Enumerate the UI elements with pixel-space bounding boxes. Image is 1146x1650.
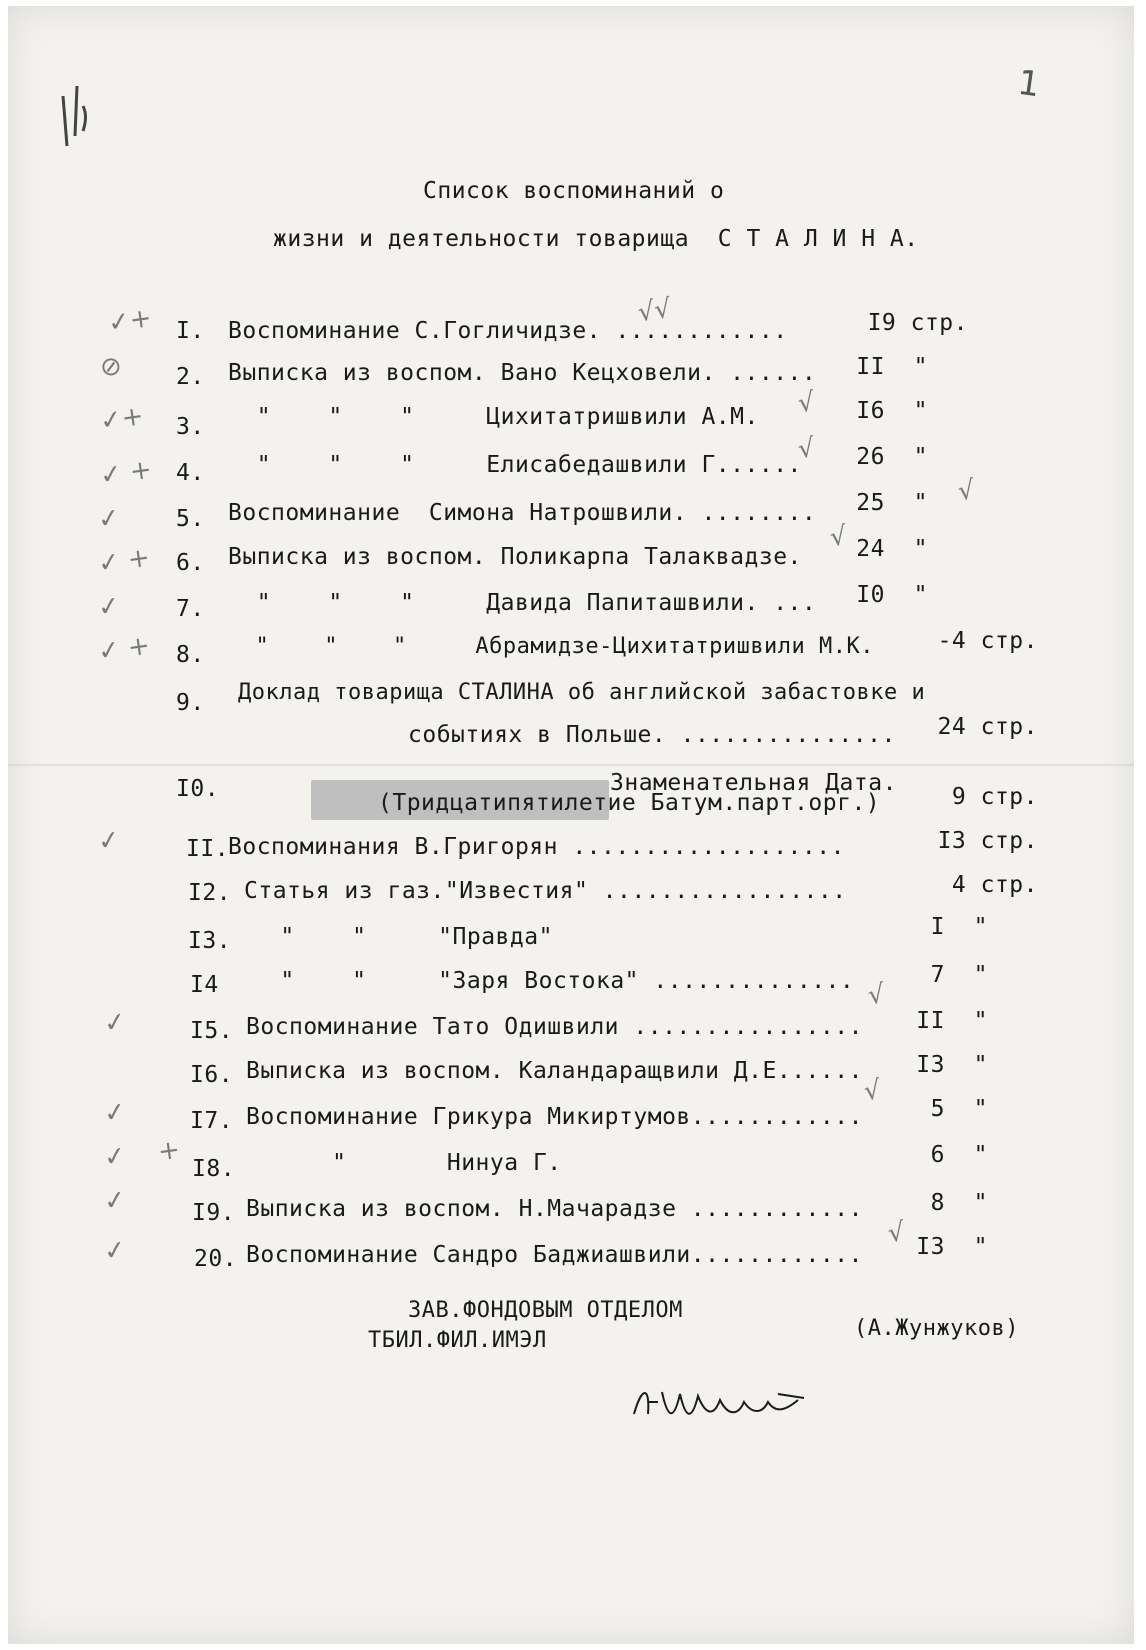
document-subtitle: жизни и деятельности товарища С Т А Л И Н А. <box>273 226 919 252</box>
item-text: " " " Давида Папиташвили. ... <box>228 590 817 616</box>
handwritten-signature <box>628 1380 828 1426</box>
document-title: Список воспоминаний о <box>423 178 725 204</box>
item-pages: 26 " <box>856 444 928 470</box>
item-number: 7. <box>176 596 205 622</box>
item-text: Воспоминание Грикура Микиртумов............ <box>246 1104 863 1130</box>
item-pages: I0 " <box>856 582 928 608</box>
check-mark-icon: ✓ + <box>98 454 154 492</box>
check-mark-icon: √ <box>885 1216 907 1250</box>
check-mark-icon: ✓ <box>96 824 122 858</box>
item-number: I3. <box>188 928 232 954</box>
item-pages: 5 " <box>930 1096 988 1122</box>
item-number: I5. <box>190 1018 234 1044</box>
check-mark-icon: √√ <box>636 293 674 329</box>
item-pages: 25 " <box>856 490 928 516</box>
item-number: I. <box>176 318 205 344</box>
item-pages: II " <box>916 1008 988 1034</box>
item-number: I2. <box>188 880 232 906</box>
item-text: Выписка из воспом. Н.Мачарадзе ............ <box>246 1196 863 1222</box>
item-text: событиях в Польше. ............... <box>408 722 896 748</box>
item-pages: I6 " <box>856 398 928 424</box>
signatory-name: (А.Жунжуков) <box>854 1316 1019 1341</box>
item-text: Выписка из воспом. Каландаращвили Д.Е...... <box>246 1058 863 1084</box>
item-number: 6. <box>176 550 205 576</box>
item-text: Воспоминания В.Григорян ................... <box>228 834 845 860</box>
item-pages: 4 стр. <box>951 872 1038 898</box>
ink-smudge <box>53 66 113 156</box>
item-number: II. <box>186 836 230 862</box>
item-text: " Нинуа Г. <box>246 1150 562 1176</box>
item-text: " " "Заря Востока" .............. <box>266 968 855 994</box>
check-mark-icon: ✓ + <box>96 542 152 580</box>
document-page <box>8 6 1134 1644</box>
item-text: Воспоминание Тато Одишвили ................ <box>246 1014 863 1040</box>
item-text: Воспоминание Сандро Баджиашвили............ <box>246 1242 863 1268</box>
paper-fold <box>8 764 1134 766</box>
item-text: Выписка из воспом. Поликарпа Талаквадзе. <box>228 544 802 570</box>
item-pages: II " <box>856 354 928 380</box>
item-pages: -4 стр. <box>937 628 1038 654</box>
item-text: Воспоминание Симона Натрошвили. ........ <box>228 500 817 526</box>
item-number: 3. <box>176 414 205 440</box>
item-pages: 6 " <box>930 1142 988 1168</box>
item-number: I6. <box>190 1062 234 1088</box>
item-text: " " "Правда" <box>266 924 553 950</box>
page-number: 1 <box>1015 62 1043 106</box>
item-pages: 24 " <box>856 536 928 562</box>
check-mark-icon: ✓ + <box>96 630 152 668</box>
item-pages: 8 " <box>930 1190 988 1216</box>
item-number: 9. <box>176 690 205 716</box>
check-mark-icon: √ <box>861 1074 883 1108</box>
item-pages: 7 " <box>930 962 988 988</box>
item-number: I7. <box>190 1108 234 1134</box>
circle-mark-icon: ⊘ <box>98 350 124 384</box>
item-number: 5. <box>176 506 205 532</box>
item-pages: I3 стр. <box>937 828 1038 854</box>
item-text: Знаменательная Дата. <box>610 770 897 796</box>
item-text: Доклад товарища СТАЛИНА об английской забастовке и <box>238 680 926 705</box>
item-text: " " " Абрамидзе-Цихитатришвили М.К. <box>228 634 875 659</box>
plus-mark-icon: + <box>156 1134 182 1168</box>
item-number: I0. <box>176 776 220 802</box>
check-mark-icon: √ <box>865 978 887 1012</box>
check-mark-icon: ✓ <box>102 1184 128 1218</box>
item-number: 8. <box>176 642 205 668</box>
item-text: Выписка из воспом. Вано Кецховели. ...... <box>228 360 817 386</box>
item-pages: I3 " <box>916 1052 988 1078</box>
check-mark-icon: ✓ <box>102 1006 128 1040</box>
footer-department: ЗАВ.ФОНДОВЫМ ОТДЕЛОМ <box>408 1298 683 1323</box>
item-number: I9. <box>192 1200 236 1226</box>
check-mark-icon: ✓ <box>96 502 122 536</box>
item-pages: I3 " <box>916 1234 988 1260</box>
check-mark-icon: √ <box>827 520 849 554</box>
item-text: Статья из газ."Известия" ................. <box>244 878 847 904</box>
check-mark-icon: ✓ <box>102 1234 128 1268</box>
check-mark-icon: √ <box>795 432 817 466</box>
check-mark-icon: ✓+ <box>106 303 154 339</box>
item-number: 4. <box>176 460 205 486</box>
check-mark-icon: √ <box>955 474 977 508</box>
check-mark-icon: ✓ <box>96 590 122 624</box>
check-mark-icon: √ <box>795 386 817 420</box>
item-pages: 9 стр. <box>951 784 1038 810</box>
item-text: (Тридцатипятилетие Батум.парт.орг.) <box>378 790 881 816</box>
item-pages: 24 стр. <box>937 714 1038 740</box>
item-pages: I9 стр. <box>867 310 968 336</box>
item-text: " " " Цихитатришвили А.М. <box>228 404 759 430</box>
footer-institution: ТБИЛ.ФИЛ.ИМЭЛ <box>368 1328 547 1353</box>
item-pages: I " <box>930 914 988 940</box>
check-mark-icon: ✓ <box>102 1140 128 1174</box>
item-text: Воспоминание С.Гогличидзе. ............ <box>228 318 788 344</box>
check-mark-icon: ✓ <box>102 1096 128 1130</box>
check-mark-icon: ✓+ <box>98 401 146 437</box>
item-text: " " " Елисабедашвили Г...... <box>228 452 802 478</box>
item-number: 20. <box>194 1246 238 1272</box>
item-number: 2. <box>176 364 205 390</box>
item-number: I8. <box>192 1156 236 1182</box>
item-number: I4 <box>190 972 219 998</box>
